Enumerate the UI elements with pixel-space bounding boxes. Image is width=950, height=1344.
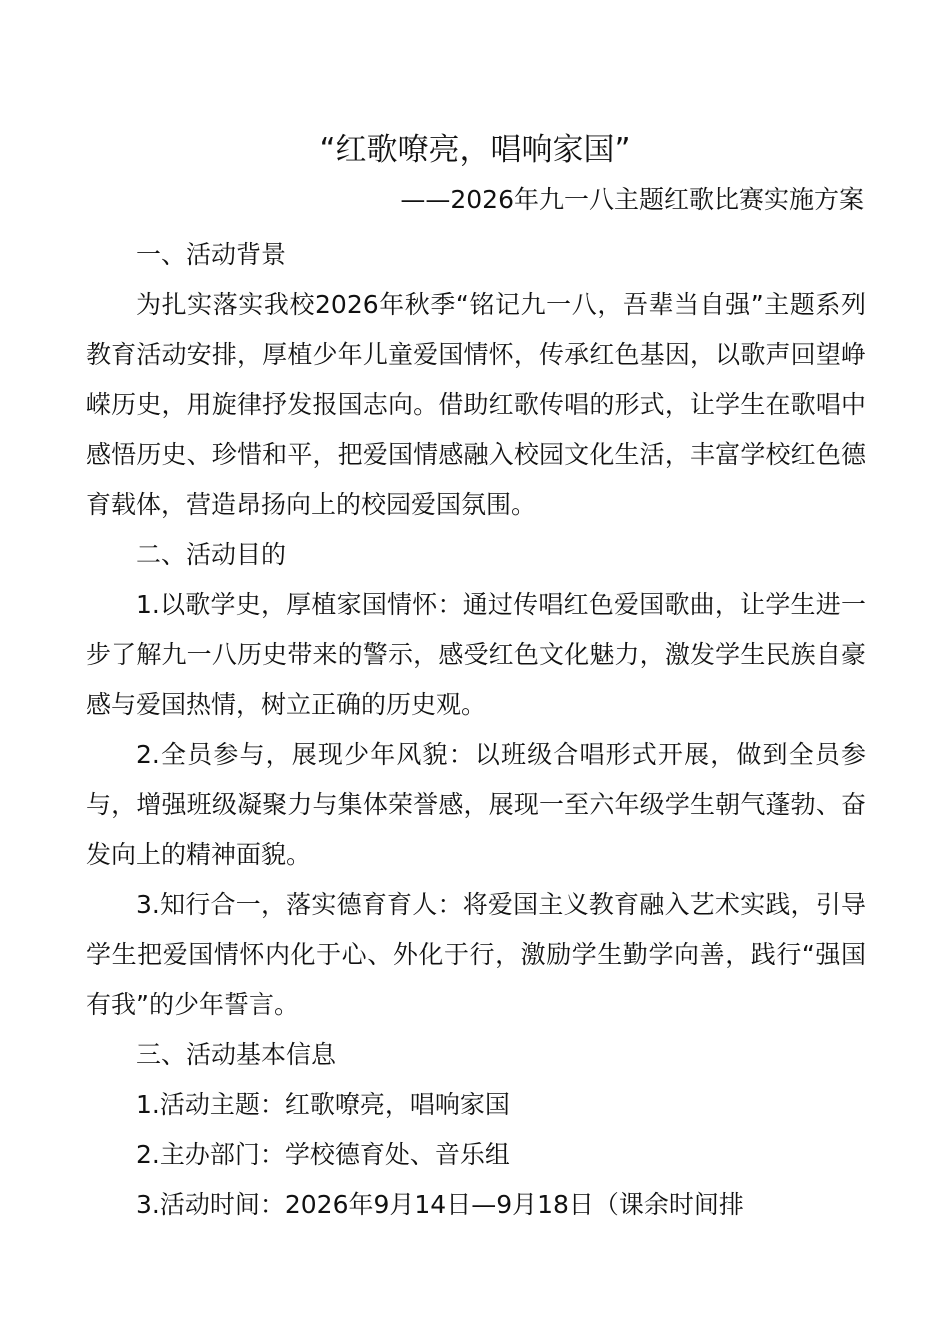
document-title: “红歌嘹亮，唱响家国” <box>319 132 631 168</box>
info-item-theme: 1.活动主题：红歌嘹亮，唱响家国 <box>136 1090 510 1119</box>
section-heading-basic-info: 三、活动基本信息 <box>136 1040 337 1069</box>
paragraph-background: 为扎实落实我校2026年秋季“铭记九一八，吾辈当自强”主题系列教育活动安排，厚植少年儿童爱国情怀，传承红色基因，以歌声回望峥嵘历史，用旋律抒发报国志向。借助红歌传唱的形式，让学生在歌唱中感悟历史、珍惜和平，把爱国情感融入校园文化生活，丰富学校红色德育载体，营造昂扬向上的校园爱国氛围。 <box>86 290 866 519</box>
info-item-time: 3.活动时间：2026年9月14日—9月18日（课余时间排 <box>136 1190 744 1219</box>
paragraph-purpose-1: 1.以歌学史，厚植家国情怀：通过传唱红色爱国歌曲，让学生进一步了解九一八历史带来的警示，感受红色文化魅力，激发学生民族自豪感与爱国热情，树立正确的历史观。 <box>86 590 866 719</box>
document-body <box>86 230 866 1230</box>
paragraph-purpose-3: 3.知行合一，落实德育育人：将爱国主义教育融入艺术实践，引导学生把爱国情怀内化于心、外化于行，激励学生勤学向善，践行“强国有我”的少年誓言。 <box>86 890 866 1019</box>
document-subtitle: ——2026年九一八主题红歌比赛实施方案 <box>400 185 864 214</box>
section-heading-background: 一、活动背景 <box>136 240 287 269</box>
info-item-organizer: 2.主办部门：学校德育处、音乐组 <box>136 1140 510 1169</box>
section-heading-purpose: 二、活动目的 <box>136 540 287 569</box>
paragraph-purpose-2: 2.全员参与，展现少年风貌：以班级合唱形式开展，做到全员参与，增强班级凝聚力与集体荣誉感，展现一至六年级学生朝气蓬勃、奋发向上的精神面貌。 <box>86 740 866 869</box>
